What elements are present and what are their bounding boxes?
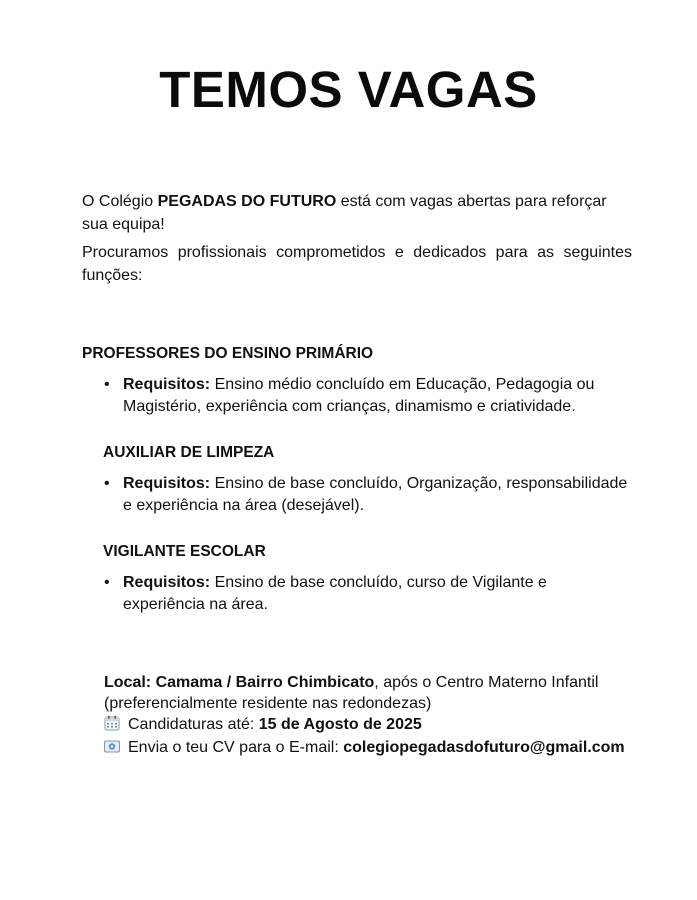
intro-text: está com vagas abertas para reforçar sua equipa!: [82, 193, 607, 233]
intro-paragraph-1: [82, 190, 632, 236]
email-line: [104, 737, 644, 760]
deadline-label: Candidaturas até:: [128, 716, 259, 733]
bullet-icon: •: [104, 475, 110, 492]
intro-text: O Colégio: [82, 193, 158, 210]
deadline-value: 15 de Agosto de 2025: [258, 716, 422, 733]
intro-section: [82, 190, 632, 287]
location-text: , após o Centro Materno Infantil: [374, 674, 599, 691]
requirements-security: [123, 572, 633, 616]
email-address[interactable]: colegiopegadasdofuturo@gmail.com: [343, 739, 625, 756]
requirements-cleaning: [123, 473, 633, 517]
location-label: Local: Camama / Bairro Chimbicato: [104, 674, 375, 691]
location-note: (preferencialmente residente nas redondezas): [104, 695, 432, 712]
requirements-label: Requisitos:: [123, 376, 211, 393]
requirements-text: Ensino de base concluído, curso de Vigilante e experiência na área.: [123, 574, 547, 613]
position-heading-cleaning: AUXILIAR DE LIMPEZA: [103, 444, 275, 461]
position-heading-security: VIGILANTE ESCOLAR: [103, 543, 266, 560]
intro-paragraph-2: Procuramos profissionais comprometidos e dedicados para as seguintes funções:: [82, 244, 632, 284]
requirements-text: Ensino de base concluído, Organização, responsabilidade e experiência na área (desejável).: [123, 475, 628, 514]
calendar-icon: [104, 715, 120, 737]
envelope-icon: [104, 738, 120, 760]
requirements-teachers: [123, 374, 633, 418]
bullet-icon: •: [104, 574, 110, 591]
requirements-label: Requisitos:: [123, 475, 211, 492]
position-heading-teachers: PROFESSORES DO ENSINO PRIMÁRIO: [82, 345, 374, 362]
email-label: Envia o teu CV para o E-mail:: [128, 739, 344, 756]
footer-section: [104, 672, 644, 760]
requirements-text: Ensino médio concluído em Educação, Pedagogia ou Magistério, experiência com crianças, dinamismo e criatividade.: [123, 376, 595, 415]
bullet-icon: •: [104, 376, 110, 393]
school-name: PEGADAS DO FUTURO: [157, 193, 337, 210]
location-line: [104, 672, 644, 693]
requirements-label: Requisitos:: [123, 574, 211, 591]
deadline-line: [104, 714, 644, 737]
poster-title: TEMOS VAGAS: [159, 61, 538, 118]
